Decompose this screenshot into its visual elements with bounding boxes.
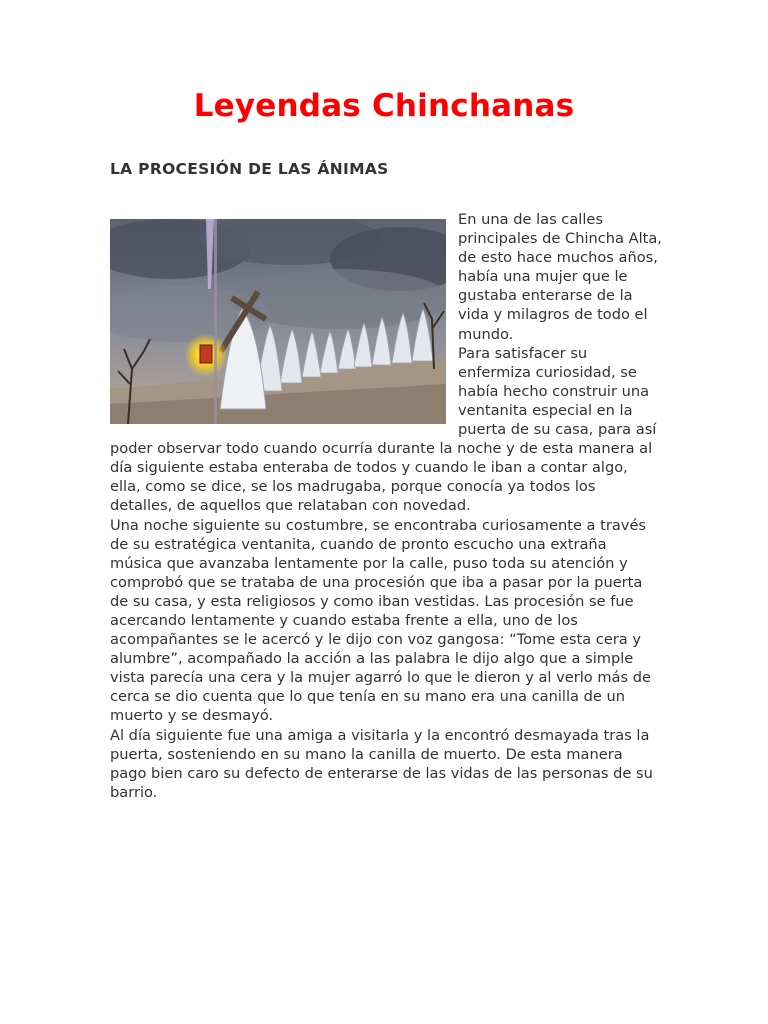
paragraph-4: Al día siguiente fue una amiga a visitarla y la encontró desmayada tras la puerta, sosteniendo en su mano la canilla de muerto. De esta manera pago bien caro su defecto de enterarse de las vidas de las personas de su barrio. xyxy=(110,726,653,801)
paragraph-1: En una de las calles principales de Chincha Alta, de esto hace muchos años, había una mujer que le gustaba enterarse de la vida y milagros de todo el mundo. xyxy=(458,211,662,343)
paragraph-3: Una noche siguiente su costumbre, se encontraba curiosamente a través de su estratégica ventanita, cuando de pronto escucho una extraña música que avanzaba lentamente por la calle, puso toda su atención y comprobó que se trataba de una procesión que iba a pasar por la puerta de su casa, y esta religiosos y como iban vestidas. Las procesión se fue acercando lentamente y cuando estaba frente a ella, uno de los acompañantes se le acercó y le dijo con voz gangosa: “Tome esta cera y alumbre”, acompañado la acción a las palabra le dijo algo que a simple vista parecía una cera y la mujer agarró lo que le dieron y al verlo más de cerca se dio cuenta que lo que tenía en su mano era una canilla de un muerto y se desmayó. xyxy=(110,516,651,725)
procession-image xyxy=(110,219,446,424)
paragraph-2: Para satisfacer su enfermiza curiosidad, se había hecho construir una ventanita especial en la puerta de su casa, para así poder observar todo cuando ocurría durante la noche y de esta manera al día siguiente estaba enteraba de todos y cuando le iban a contar algo, ella, como se dice, se los madrugaba, porque conocía ya todos los detalles, de aquellos que relataban con novedad. xyxy=(110,344,657,515)
legend-body xyxy=(110,210,662,802)
page-title: Leyendas Chinchanas xyxy=(193,88,575,124)
procession-illustration xyxy=(110,219,446,424)
legend-title: LA PROCESIÓN DE LAS ÁNIMAS xyxy=(110,160,389,178)
